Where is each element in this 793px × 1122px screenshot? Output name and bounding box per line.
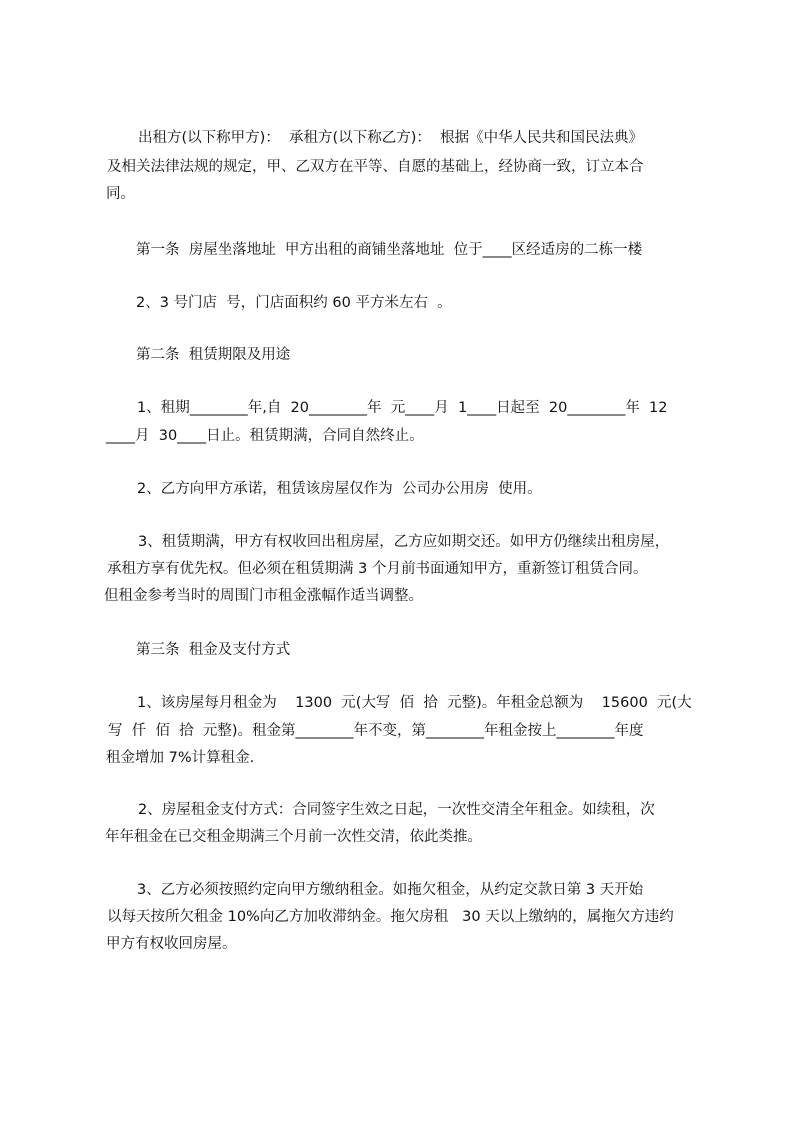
article2-heading: 第二条 租赁期限及用途 xyxy=(136,347,291,363)
article2-item3-line-1: 3、租赁期满，甲方有权收回出租房屋，乙方应如期交还。如甲方仍继续出租房屋， xyxy=(138,534,670,550)
article2-item1-line-2: ____月 30____日止。租赁期满，合同自然终止。 xyxy=(106,428,424,444)
article1-line-2: 2、3 号门店 号，门店面积约 60 平方米左右 。 xyxy=(136,295,452,311)
article3-item2-line-1: 2、房屋租金支付方式：合同签字生效之日起，一次性交清全年租金。如续租，次 xyxy=(138,802,655,818)
article1-line-1: 第一条 房屋坐落地址 甲方出租的商铺坐落地址 位于____区经适房的二栋一楼 xyxy=(136,242,643,258)
article2-item3-line-3: 但租金参考当时的周围门市租金涨幅作适当调整。 xyxy=(104,588,423,604)
article2-item3-line-2: 承租方享有优先权。但必须在租赁期满 3 个月前书面通知甲方，重新签订租赁合同。 xyxy=(107,561,648,577)
intro-line-1: 出租方(以下称甲方)： 承租方(以下称乙方)： 根据《中华人民共和国民法典》 xyxy=(138,130,644,146)
article3-item3-line-2: 以每天按所欠租金 10%向乙方加收滞纳金。拖欠房租 30 天以上缴纳的，属拖欠方违约 xyxy=(107,909,674,925)
article3-item2-line-2: 年年租金在已交租金期满三个月前一次性交清，依此类推。 xyxy=(105,829,482,845)
article3-item1-line-3: 租金增加 7%计算租金. xyxy=(106,750,255,766)
article2-item1-line-1: 1、租期________年,自 20________年 元____月 1____日起至 20________年 12 xyxy=(137,400,668,416)
article3-item3-line-3: 甲方有权收回房屋。 xyxy=(106,936,237,952)
intro-line-2: 及相关法律法规的规定，甲、乙双方在平等、自愿的基础上，经协商一致，订立本合 xyxy=(107,159,644,175)
intro-line-3: 同。 xyxy=(106,186,135,202)
article3-heading: 第三条 租金及支付方式 xyxy=(136,642,291,658)
article3-item1-line-2: 写 仟 佰 拾 元整)。租金第________年不变，第________年租金按上________年度 xyxy=(108,723,644,739)
article3-item3-line-1: 3、乙方必须按照约定向甲方缴纳租金。如拖欠租金，从约定交款日第 3 天开始 xyxy=(137,882,644,898)
article2-item2: 2、乙方向甲方承诺，租赁该房屋仅作为 公司办公用房 使用。 xyxy=(137,481,542,497)
article3-item1-line-1: 1、该房屋每月租金为 1300 元(大写 佰 拾 元整)。年租金总额为 15600 元(大 xyxy=(137,695,692,711)
